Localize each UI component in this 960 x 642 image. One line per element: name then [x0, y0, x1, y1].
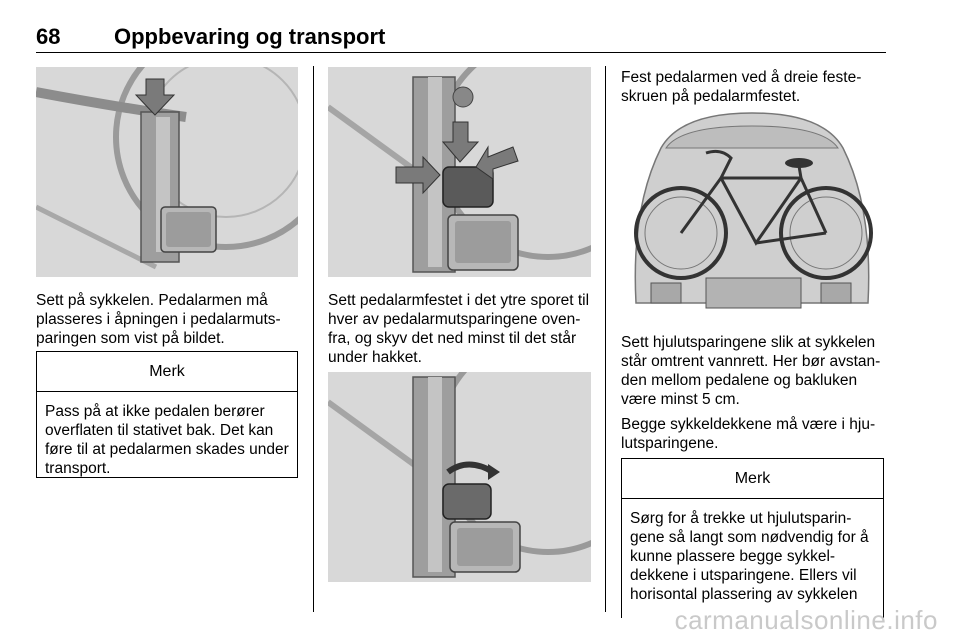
col3-text-middle — [621, 333, 885, 459]
note-box-1 — [36, 351, 298, 478]
header-rule — [36, 52, 886, 53]
page-number: 68 — [36, 24, 61, 49]
note-heading: Merk — [37, 352, 297, 392]
col3-text-top — [621, 68, 883, 112]
note-text: Pass på at ikke pedalen berører overflaten til stativet bak. Det kan føre til at pedalarmen skades under transport. — [45, 403, 289, 477]
note-text: Sørg for å trekke ut hjulutsparingene så langt som nødvendig for å kunne plassere begge sykkeldekkene i utsparingene. Ellers vil horisontal plassering av sykkelen — [630, 510, 869, 603]
illustration-bike-on-carrier — [621, 108, 884, 318]
illustration-pedal-arm-screw — [328, 372, 591, 582]
col3-paragraph-3: Begge sykkeldekkene må være i hjulutsparingene. — [621, 416, 876, 452]
page-header — [36, 20, 886, 52]
note-box-2 — [621, 458, 884, 618]
col1-text — [36, 291, 300, 354]
page-title: Oppbevaring og transport — [114, 24, 386, 49]
note-heading: Merk — [622, 459, 883, 499]
column-divider-2 — [605, 66, 606, 612]
watermark: carmanualsonline.info — [674, 605, 938, 635]
illustration-pedal-arm-insert — [36, 67, 298, 277]
col1-paragraph: Sett på sykkelen. Pedalarmen må plasseres i åpningen i pedalarmutsparingen som vist på bildet. — [36, 292, 281, 347]
col3-paragraph-2: Sett hjulutsparingene slik at sykkelen står omtrent vannrett. Her bør avstanden mellom pedalene og bakluken være minst 5 cm. — [621, 334, 881, 408]
illustration-pedal-arm-clamp — [328, 67, 591, 277]
col2-text — [328, 291, 594, 373]
column-divider-1 — [313, 66, 314, 612]
col3-paragraph-1: Fest pedalarmen ved å dreie festeskruen på pedalarmfestet. — [621, 69, 862, 105]
col2-paragraph: Sett pedalarmfestet i det ytre sporet til hver av pedalarmutsparingene ovenfra, og skyv det ned minst til det står under hakket. — [328, 292, 590, 366]
